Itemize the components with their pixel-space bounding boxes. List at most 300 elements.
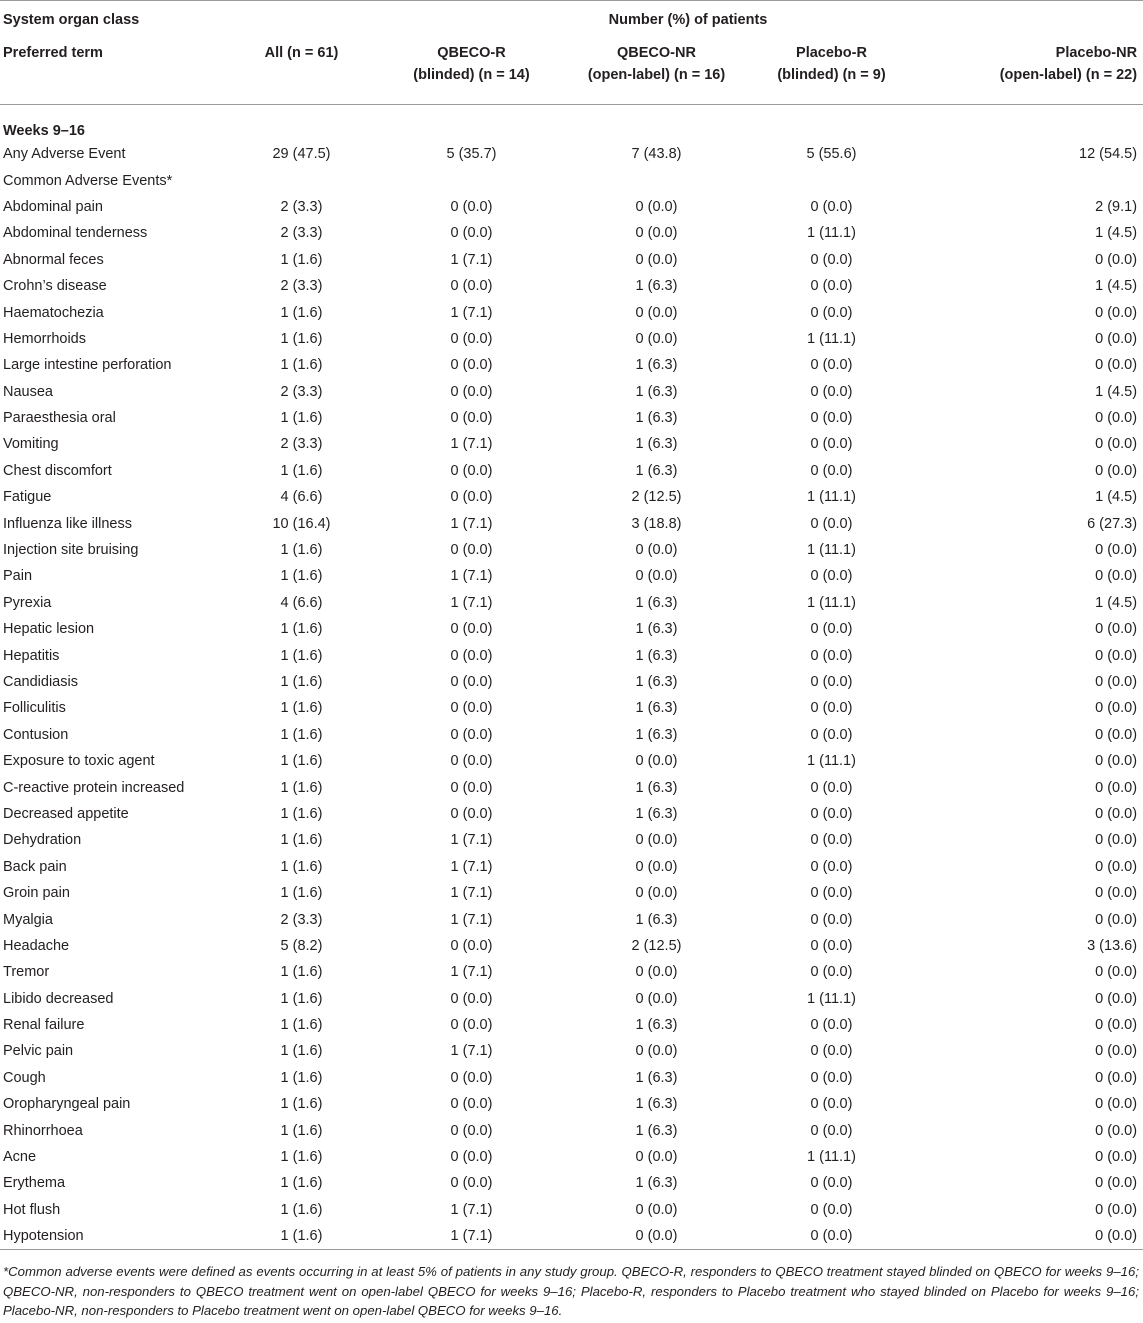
table-footnote: *Common adverse events were defined as events occurring in at least 5% of patients in any study group. QBECO-R, responders to QBECO treatment stayed blinded on QBECO for weeks 9–16; QBECO-NR, non-responders to QBECO treatment went on open-label QBECO for weeks 9–16; Placebo-R, responders to Placebo treatment who stayed blinded on Placebo for weeks 9–16; Placebo-NR, non-responders to Placebo treatment went on open-label QBECO for weeks 9–16. [3, 1264, 1139, 1318]
value-cell: 0 (0.0) [1095, 1201, 1138, 1218]
preferred-term-cell: Vomiting [3, 436, 59, 453]
preferred-term-cell: Back pain [3, 858, 67, 875]
table-row [0, 1038, 1143, 1064]
table-row [0, 458, 1143, 484]
value-cell: 1 (6.3) [635, 1017, 678, 1034]
value-cell: 0 (0.0) [810, 805, 853, 822]
value-cell: 5 (35.7) [446, 146, 497, 163]
table-row [0, 906, 1143, 932]
value-cell: 0 (0.0) [450, 225, 493, 242]
value-cell: 0 (0.0) [1095, 990, 1138, 1007]
value-cell: 1 (6.3) [635, 383, 678, 400]
header-column-line1: All (n = 61) [264, 45, 339, 61]
value-cell: 0 (0.0) [1095, 1122, 1138, 1139]
table-row [0, 247, 1143, 273]
value-cell: 2 (12.5) [631, 489, 682, 506]
value-cell: 1 (7.1) [450, 1228, 493, 1245]
value-cell: 1 (4.5) [1095, 383, 1138, 400]
value-cell: 0 (0.0) [1095, 330, 1138, 347]
value-cell: 0 (0.0) [450, 990, 493, 1007]
value-cell: 29 (47.5) [272, 146, 331, 163]
value-cell: 0 (0.0) [1095, 542, 1138, 559]
table-row [0, 510, 1143, 536]
preferred-term-cell: Decreased appetite [3, 805, 129, 822]
value-cell: 1 (1.6) [280, 251, 323, 268]
value-cell: 0 (0.0) [1095, 410, 1138, 427]
value-cell: 6 (27.3) [1087, 515, 1138, 532]
section-label: Weeks 9–16 [3, 123, 85, 139]
value-cell: 1 (6.3) [635, 647, 678, 664]
preferred-term-cell: Hemorrhoids [3, 330, 86, 347]
value-cell: 1 (6.3) [635, 726, 678, 743]
value-cell: 0 (0.0) [450, 330, 493, 347]
value-cell: 0 (0.0) [1095, 726, 1138, 743]
value-cell: 0 (0.0) [635, 1201, 678, 1218]
preferred-term-cell: Cough [3, 1069, 46, 1086]
value-cell: 0 (0.0) [450, 357, 493, 374]
value-cell: 0 (0.0) [810, 1069, 853, 1086]
preferred-term-cell: Fatigue [3, 489, 52, 506]
value-cell: 0 (0.0) [1095, 621, 1138, 638]
header-column-line1: QBECO-NR [617, 45, 696, 61]
value-cell: 0 (0.0) [810, 515, 853, 532]
preferred-term-cell: Oropharyngeal pain [3, 1096, 131, 1113]
value-cell: 0 (0.0) [450, 726, 493, 743]
value-cell: 0 (0.0) [810, 1201, 853, 1218]
value-cell: 0 (0.0) [635, 251, 678, 268]
value-cell: 0 (0.0) [1095, 885, 1138, 902]
preferred-term-cell: Haematochezia [3, 304, 104, 321]
value-cell: 0 (0.0) [1095, 1043, 1138, 1060]
table-row [0, 616, 1143, 642]
value-cell: 1 (1.6) [280, 990, 323, 1007]
header-column-all [230, 39, 370, 105]
value-cell: 0 (0.0) [1095, 462, 1138, 479]
value-cell: 2 (3.3) [280, 911, 323, 928]
preferred-term-cell: Tremor [3, 964, 50, 981]
table-row [0, 484, 1143, 510]
value-cell: 1 (4.5) [1095, 278, 1138, 295]
preferred-term-cell: Influenza like illness [3, 515, 132, 532]
table-row [0, 986, 1143, 1012]
value-cell: 3 (18.8) [631, 515, 682, 532]
value-cell: 0 (0.0) [450, 462, 493, 479]
preferred-term-cell: Paraesthesia oral [3, 410, 116, 427]
value-cell: 0 (0.0) [810, 885, 853, 902]
value-cell: 0 (0.0) [810, 410, 853, 427]
value-cell: 0 (0.0) [635, 198, 678, 215]
value-cell: 0 (0.0) [1095, 805, 1138, 822]
value-cell: 2 (9.1) [1095, 198, 1138, 215]
value-cell: 0 (0.0) [450, 410, 493, 427]
preferred-term-cell: Crohn’s disease [3, 278, 107, 295]
preferred-term-cell: Chest discomfort [3, 462, 112, 479]
value-cell: 0 (0.0) [1095, 674, 1138, 690]
table-row [0, 590, 1143, 616]
preferred-term-cell: Pelvic pain [3, 1043, 74, 1060]
table-row [0, 854, 1143, 880]
value-cell: 0 (0.0) [635, 225, 678, 242]
preferred-term-cell: Folliculitis [3, 700, 66, 717]
value-cell: 0 (0.0) [810, 858, 853, 875]
header-column-line2: (open-label) (n = 22) [999, 67, 1138, 83]
value-cell: 2 (3.3) [280, 278, 323, 295]
preferred-term-cell: Large intestine perforation [3, 357, 172, 374]
table-row [0, 1197, 1143, 1223]
value-cell: 1 (6.3) [635, 621, 678, 638]
value-cell: 1 (1.6) [280, 357, 323, 374]
value-cell: 1 (11.1) [807, 753, 856, 770]
value-cell: 0 (0.0) [1095, 1069, 1138, 1086]
value-cell: 0 (0.0) [810, 1043, 853, 1060]
value-cell: 1 (1.6) [280, 542, 323, 559]
header-preferred-term: Preferred term [3, 45, 103, 61]
preferred-term-cell: Dehydration [3, 832, 82, 849]
value-cell: 0 (0.0) [810, 621, 853, 638]
value-cell: 0 (0.0) [810, 1175, 853, 1192]
value-cell: 4 (6.6) [280, 489, 323, 506]
preferred-term-cell: Headache [3, 937, 70, 954]
value-cell: 1 (1.6) [280, 964, 323, 981]
preferred-term-cell: Rhinorrhoea [3, 1122, 83, 1139]
value-cell: 2 (12.5) [631, 937, 682, 954]
value-cell: 1 (1.6) [280, 1149, 323, 1166]
value-cell: 10 (16.4) [272, 515, 331, 532]
value-cell: 0 (0.0) [810, 700, 853, 717]
table-row [0, 827, 1143, 853]
value-cell: 1 (7.1) [450, 594, 493, 611]
table-row [0, 1117, 1143, 1143]
table-row [0, 167, 1143, 193]
header-column-line1: Placebo-R [796, 45, 867, 61]
value-cell: 0 (0.0) [635, 964, 678, 981]
table-body [0, 105, 1143, 1250]
value-cell: 1 (1.6) [280, 726, 323, 743]
value-cell: 1 (6.3) [635, 594, 678, 611]
table-row [0, 194, 1143, 220]
value-cell: 0 (0.0) [635, 304, 678, 321]
value-cell: 0 (0.0) [635, 885, 678, 902]
value-cell: 2 (3.3) [280, 225, 323, 242]
value-cell: 1 (6.3) [635, 1069, 678, 1086]
table-row [0, 801, 1143, 827]
value-cell: 1 (11.1) [807, 990, 856, 1007]
value-cell: 1 (7.1) [450, 911, 493, 928]
value-cell: 1 (1.6) [280, 805, 323, 822]
value-cell: 1 (1.6) [280, 1096, 323, 1113]
value-cell: 0 (0.0) [810, 1017, 853, 1034]
header-column-line1: Placebo-NR [1055, 45, 1138, 61]
value-cell: 0 (0.0) [450, 383, 493, 400]
preferred-term-cell: Injection site bruising [3, 542, 139, 559]
value-cell: 1 (4.5) [1095, 225, 1138, 242]
table-row [0, 141, 1143, 167]
preferred-term-cell: Renal failure [3, 1017, 85, 1034]
value-cell: 1 (7.1) [450, 1043, 493, 1060]
value-cell: 1 (6.3) [635, 1122, 678, 1139]
table-row [0, 379, 1143, 405]
table-row [0, 1091, 1143, 1117]
header-column-qbeco-r [370, 39, 570, 105]
value-cell: 1 (6.3) [635, 911, 678, 928]
value-cell: 1 (1.6) [280, 410, 323, 427]
table-row [0, 933, 1143, 959]
header-column-placebo-r [740, 39, 920, 105]
preferred-term-cell: Erythema [3, 1175, 66, 1192]
value-cell: 0 (0.0) [1095, 1149, 1138, 1166]
value-cell: 0 (0.0) [635, 990, 678, 1007]
preferred-term-cell: C-reactive protein increased [3, 779, 185, 796]
header-column-line2: (blinded) (n = 9) [777, 67, 886, 83]
value-cell: 0 (0.0) [810, 1228, 853, 1245]
value-cell: 0 (0.0) [450, 647, 493, 664]
value-cell: 0 (0.0) [450, 674, 493, 690]
value-cell: 0 (0.0) [810, 674, 853, 690]
value-cell: 1 (6.3) [635, 436, 678, 453]
header-number-of-patients: Number (%) of patients [608, 12, 768, 28]
preferred-term-cell: Common Adverse Events* [3, 172, 173, 189]
value-cell: 0 (0.0) [450, 1096, 493, 1113]
table-row [0, 748, 1143, 774]
value-cell: 1 (6.3) [635, 700, 678, 717]
preferred-term-cell: Hepatic lesion [3, 621, 95, 638]
value-cell: 2 (3.3) [280, 383, 323, 400]
table-row [0, 722, 1143, 748]
table-row [0, 1144, 1143, 1170]
value-cell: 0 (0.0) [635, 568, 678, 585]
value-cell: 0 (0.0) [1095, 1017, 1138, 1034]
value-cell: 1 (1.6) [280, 1069, 323, 1086]
table-row [0, 326, 1143, 352]
value-cell: 1 (6.3) [635, 1175, 678, 1192]
value-cell: 1 (7.1) [450, 885, 493, 902]
header-column-qbeco-nr [570, 39, 740, 105]
value-cell: 1 (1.6) [280, 832, 323, 849]
preferred-term-cell: Groin pain [3, 885, 70, 902]
value-cell: 1 (7.1) [450, 436, 493, 453]
value-cell: 0 (0.0) [635, 1228, 678, 1245]
value-cell [230, 167, 370, 193]
value-cell: 1 (1.6) [280, 700, 323, 717]
value-cell: 0 (0.0) [450, 1017, 493, 1034]
table-row [0, 220, 1143, 246]
value-cell: 0 (0.0) [810, 832, 853, 849]
value-cell: 0 (0.0) [810, 964, 853, 981]
value-cell: 4 (6.6) [280, 594, 323, 611]
value-cell: 0 (0.0) [1095, 304, 1138, 321]
value-cell: 0 (0.0) [450, 198, 493, 215]
value-cell: 2 (3.3) [280, 198, 323, 215]
value-cell: 0 (0.0) [1095, 1096, 1138, 1113]
value-cell: 7 (43.8) [631, 146, 682, 163]
table-row [0, 273, 1143, 299]
value-cell: 1 (1.6) [280, 462, 323, 479]
value-cell: 0 (0.0) [810, 779, 853, 796]
value-cell: 0 (0.0) [1095, 1228, 1138, 1245]
value-cell: 1 (7.1) [450, 964, 493, 981]
preferred-term-cell: Nausea [3, 383, 53, 400]
value-cell: 0 (0.0) [1095, 357, 1138, 374]
header-column-line1: QBECO-R [437, 45, 506, 61]
table-row [0, 563, 1143, 589]
value-cell: 0 (0.0) [635, 753, 678, 770]
value-cell: 0 (0.0) [450, 753, 493, 770]
table-row [0, 880, 1143, 906]
table-row [0, 299, 1143, 325]
value-cell: 0 (0.0) [810, 383, 853, 400]
table-row [0, 774, 1143, 800]
value-cell: 1 (6.3) [635, 1096, 678, 1113]
value-cell: 1 (1.6) [280, 1017, 323, 1034]
value-cell: 1 (1.6) [280, 1043, 323, 1060]
header-column-placebo-nr [920, 39, 1143, 105]
preferred-term-cell: Abdominal tenderness [3, 225, 148, 242]
value-cell: 0 (0.0) [1095, 779, 1138, 796]
value-cell: 0 (0.0) [810, 1096, 853, 1113]
value-cell: 0 (0.0) [1095, 251, 1138, 268]
header-row-top [0, 1, 1143, 40]
preferred-term-cell: Hot flush [3, 1201, 61, 1218]
value-cell: 0 (0.0) [450, 779, 493, 796]
value-cell: 0 (0.0) [810, 251, 853, 268]
value-cell: 0 (0.0) [635, 542, 678, 559]
value-cell: 0 (0.0) [810, 198, 853, 215]
value-cell: 0 (0.0) [810, 357, 853, 374]
table-row [0, 1065, 1143, 1091]
value-cell: 0 (0.0) [810, 911, 853, 928]
table-row [0, 405, 1143, 431]
value-cell: 1 (11.1) [807, 1149, 856, 1166]
value-cell: 1 (6.3) [635, 674, 678, 690]
value-cell: 1 (7.1) [450, 858, 493, 875]
value-cell [370, 167, 570, 193]
value-cell: 0 (0.0) [1095, 436, 1138, 453]
value-cell: 0 (0.0) [1095, 647, 1138, 664]
value-cell: 1 (11.1) [807, 542, 856, 559]
preferred-term-cell: Hypotension [3, 1228, 84, 1245]
value-cell: 1 (4.5) [1095, 489, 1138, 506]
value-cell: 1 (1.6) [280, 647, 323, 664]
value-cell: 1 (1.6) [280, 568, 323, 585]
value-cell: 0 (0.0) [635, 832, 678, 849]
preferred-term-cell: Libido decreased [3, 990, 114, 1007]
value-cell: 0 (0.0) [810, 568, 853, 585]
preferred-term-cell: Hepatitis [3, 647, 60, 664]
preferred-term-cell: Contusion [3, 726, 69, 743]
preferred-term-cell: Any Adverse Event [3, 146, 126, 163]
value-cell: 1 (6.3) [635, 779, 678, 796]
section-row [0, 105, 1143, 142]
value-cell: 0 (0.0) [810, 462, 853, 479]
value-cell: 0 (0.0) [810, 726, 853, 743]
value-cell: 0 (0.0) [1095, 753, 1138, 770]
preferred-term-cell: Abnormal feces [3, 251, 104, 268]
table-row [0, 352, 1143, 378]
value-cell: 0 (0.0) [450, 1175, 493, 1192]
table-row [0, 669, 1143, 695]
value-cell: 1 (7.1) [450, 832, 493, 849]
value-cell: 0 (0.0) [635, 1149, 678, 1166]
value-cell: 1 (1.6) [280, 858, 323, 875]
preferred-term-cell: Myalgia [3, 911, 53, 928]
value-cell: 1 (11.1) [807, 594, 856, 611]
value-cell: 0 (0.0) [1095, 858, 1138, 875]
value-cell: 0 (0.0) [450, 489, 493, 506]
header-system-organ-class: System organ class [3, 12, 140, 28]
value-cell: 1 (7.1) [450, 515, 493, 532]
value-cell: 0 (0.0) [1095, 700, 1138, 717]
header-column-line2: (blinded) (n = 14) [413, 67, 530, 83]
value-cell: 1 (11.1) [807, 489, 856, 506]
value-cell: 1 (7.1) [450, 304, 493, 321]
table-row [0, 695, 1143, 721]
value-cell: 1 (6.3) [635, 357, 678, 374]
value-cell: 0 (0.0) [450, 805, 493, 822]
value-cell: 1 (4.5) [1095, 594, 1138, 611]
value-cell: 0 (0.0) [635, 1043, 678, 1060]
value-cell [570, 167, 740, 193]
header-row-columns [0, 39, 1143, 105]
value-cell: 5 (8.2) [280, 937, 323, 954]
preferred-term-cell: Candidiasis [3, 674, 78, 690]
value-cell: 0 (0.0) [810, 278, 853, 295]
value-cell: 1 (6.3) [635, 805, 678, 822]
table-row [0, 1012, 1143, 1038]
value-cell: 0 (0.0) [450, 1149, 493, 1166]
value-cell: 0 (0.0) [810, 647, 853, 664]
value-cell: 0 (0.0) [450, 1069, 493, 1086]
value-cell: 1 (7.1) [450, 568, 493, 585]
value-cell: 0 (0.0) [450, 700, 493, 717]
value-cell: 12 (54.5) [1079, 146, 1138, 163]
value-cell: 0 (0.0) [810, 304, 853, 321]
value-cell: 1 (6.3) [635, 410, 678, 427]
header-column-line2: (open-label) (n = 16) [587, 67, 726, 83]
value-cell: 1 (1.6) [280, 779, 323, 796]
value-cell: 1 (11.1) [807, 330, 856, 347]
value-cell: 0 (0.0) [450, 278, 493, 295]
value-cell: 1 (6.3) [635, 462, 678, 479]
value-cell: 1 (11.1) [807, 225, 856, 242]
preferred-term-cell: Abdominal pain [3, 198, 103, 215]
table-row [0, 1170, 1143, 1196]
preferred-term-cell: Acne [3, 1149, 37, 1166]
value-cell: 1 (1.6) [280, 674, 323, 690]
value-cell: 1 (1.6) [280, 621, 323, 638]
value-cell: 0 (0.0) [1095, 964, 1138, 981]
value-cell [740, 167, 920, 193]
value-cell: 1 (1.6) [280, 304, 323, 321]
value-cell: 0 (0.0) [450, 542, 493, 559]
value-cell: 1 (1.6) [280, 1122, 323, 1139]
value-cell: 2 (3.3) [280, 436, 323, 453]
value-cell: 0 (0.0) [810, 1122, 853, 1139]
value-cell: 1 (1.6) [280, 1228, 323, 1245]
value-cell: 0 (0.0) [1095, 832, 1138, 849]
table-row [0, 431, 1143, 457]
value-cell: 0 (0.0) [450, 621, 493, 638]
value-cell: 0 (0.0) [810, 436, 853, 453]
value-cell: 0 (0.0) [1095, 568, 1138, 585]
value-cell: 0 (0.0) [635, 330, 678, 347]
preferred-term-cell: Pain [3, 568, 33, 585]
table-row [0, 959, 1143, 985]
value-cell: 1 (7.1) [450, 1201, 493, 1218]
value-cell: 1 (1.6) [280, 885, 323, 902]
table-row [0, 537, 1143, 563]
value-cell: 0 (0.0) [1095, 1175, 1138, 1192]
value-cell: 0 (0.0) [635, 858, 678, 875]
